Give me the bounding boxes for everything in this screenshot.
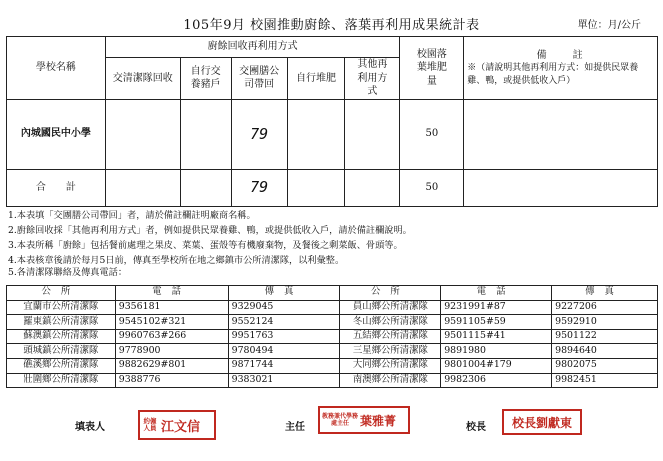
phone-number: 9801004#179 [441,358,552,373]
phone-number: 9231991#87 [441,300,552,315]
cell-leaf: 50 [400,169,464,206]
office-name: 南澳鄉公所清潔隊 [340,373,441,388]
phone-number: 9891980 [441,344,552,359]
cell-leaf: 50 [400,99,464,169]
preparer-stamp-name: 江文信 [161,419,201,435]
phone-number: 9778900 [115,344,228,359]
unit-label: 單位：月/公斤 [577,20,641,31]
note-item: 1.本表填「交團膳公司帶回」者，請於備註欄註明廠商名稱。 [8,210,256,221]
contact-row [7,329,658,344]
fax-number: 9329045 [228,300,340,315]
cell-total-label: 合 計 [7,169,106,206]
notes-list [8,208,412,280]
note-item: 2.廚餘回收採「其他再利用方式」者，例如提供民眾養雞、鴨，或提供低收入戶，請於備註欄說明。 [8,225,412,236]
cell-remark [464,99,658,169]
header-leaf-compost: 校園落葉堆肥量 [400,37,464,100]
header-recycle-method: 廚餘回收再利用方式 [105,37,400,58]
header-other: 其他再利用方式 [345,58,400,100]
fax-number: 9592910 [552,315,658,330]
cell-school: 內城國民中小學 [7,99,106,169]
contact-header-fax: 傳真 [552,286,658,301]
office-name: 冬山鄉公所清潔隊 [340,315,441,330]
director-stamp [318,406,410,434]
director-stamp-name: 葉雅菁 [360,413,397,428]
fax-number: 9501122 [552,329,658,344]
preparer-stamp [138,410,216,440]
table-row [7,169,658,206]
cell-company: 79 [231,169,287,206]
contact-header-fax: 傳真 [228,286,340,301]
phone-number: 9501115#41 [441,329,552,344]
preparer-stamp-title: 約僱人員 [143,417,157,432]
office-name: 礁溪鄉公所清潔隊 [7,358,116,373]
cell-company: 79 [231,99,287,169]
cell-pig [180,169,231,206]
principal-stamp-text: 校長劉獻東 [511,415,572,430]
contact-header-office: 公所 [340,286,441,301]
phone-number: 9388776 [115,373,228,388]
principal-label: 校長 [466,422,486,433]
header-company: 交團膳公司帶回 [231,58,287,100]
office-name: 蘇澳鎮公所清潔隊 [7,329,116,344]
remark-note: ※（請說明其他再利用方式：如提供民眾養雞、鴨，或提供低收入戶） [467,63,639,86]
fax-number: 9871744 [228,358,340,373]
contact-row [7,315,658,330]
fax-number: 9552124 [228,315,340,330]
fax-number: 9383021 [228,373,340,388]
contact-row [7,373,658,388]
note-item: 4.本表核章後請於每月5日前，傳真至學校所在地之鄉鎮市公所清潔隊，以利彙整。 [8,255,345,266]
office-name: 壯圍鄉公所清潔隊 [7,373,116,388]
cell-team [105,99,180,169]
office-name: 頭城鎮公所清潔隊 [7,344,116,359]
cell-compost [287,169,345,206]
director-label: 主任 [285,422,305,433]
office-name: 大同鄉公所清潔隊 [340,358,441,373]
header-remark [464,37,658,100]
office-name: 羅東鎮公所清潔隊 [7,315,116,330]
fax-number: 9982451 [552,373,658,388]
phone-number: 9882629#801 [115,358,228,373]
fax-number: 9894640 [552,344,658,359]
office-name: 員山鄉公所清潔隊 [340,300,441,315]
page-title: 105年9月 校園推動廚餘、落葉再利用成果統計表 [183,18,480,33]
fax-number: 9780494 [228,344,340,359]
contact-header-office: 公所 [7,286,116,301]
cell-other [345,169,400,206]
header-school: 學校名稱 [7,37,106,100]
phone-number: 9545102#321 [115,315,228,330]
cell-other [345,99,400,169]
phone-number: 9356181 [115,300,228,315]
cell-pig [180,99,231,169]
remark-title: 備 註 [536,49,585,61]
contact-row [7,358,658,373]
phone-number: 9960763#266 [115,329,228,344]
fax-number: 9227206 [552,300,658,315]
note-item: 3.本表所稱「廚餘」包括餐前處理之果皮、菜葉、蛋殼等有機廢棄物，及餐後之剩菜飯、骨頭等。 [8,240,403,251]
office-name: 宜蘭市公所清潔隊 [7,300,116,315]
table-row [7,99,658,169]
contact-row [7,300,658,315]
preparer-label: 填表人 [75,422,105,433]
phone-number: 9591105#59 [441,315,552,330]
fax-number: 9951763 [228,329,340,344]
statistics-table [6,36,658,207]
principal-stamp [502,409,582,435]
cell-remark [464,169,658,206]
cell-team [105,169,180,206]
header-team: 交清潔隊回收 [105,58,180,100]
fax-number: 9802075 [552,358,658,373]
header-pig: 自行交養豬戶 [180,58,231,100]
office-name: 五結鄉公所清潔隊 [340,329,441,344]
contact-row [7,344,658,359]
contacts-table [6,285,658,388]
contact-header-phone: 電話 [441,286,552,301]
cell-compost [287,99,345,169]
director-stamp-title: 教務兼代學務處主任 [322,413,359,427]
phone-number: 9982306 [441,373,552,388]
contact-header-phone: 電話 [115,286,228,301]
header-compost: 自行堆肥 [287,58,345,100]
office-name: 三星鄉公所清潔隊 [340,344,441,359]
note-item: 5.各清潔隊聯絡及傳真電話： [8,267,128,278]
